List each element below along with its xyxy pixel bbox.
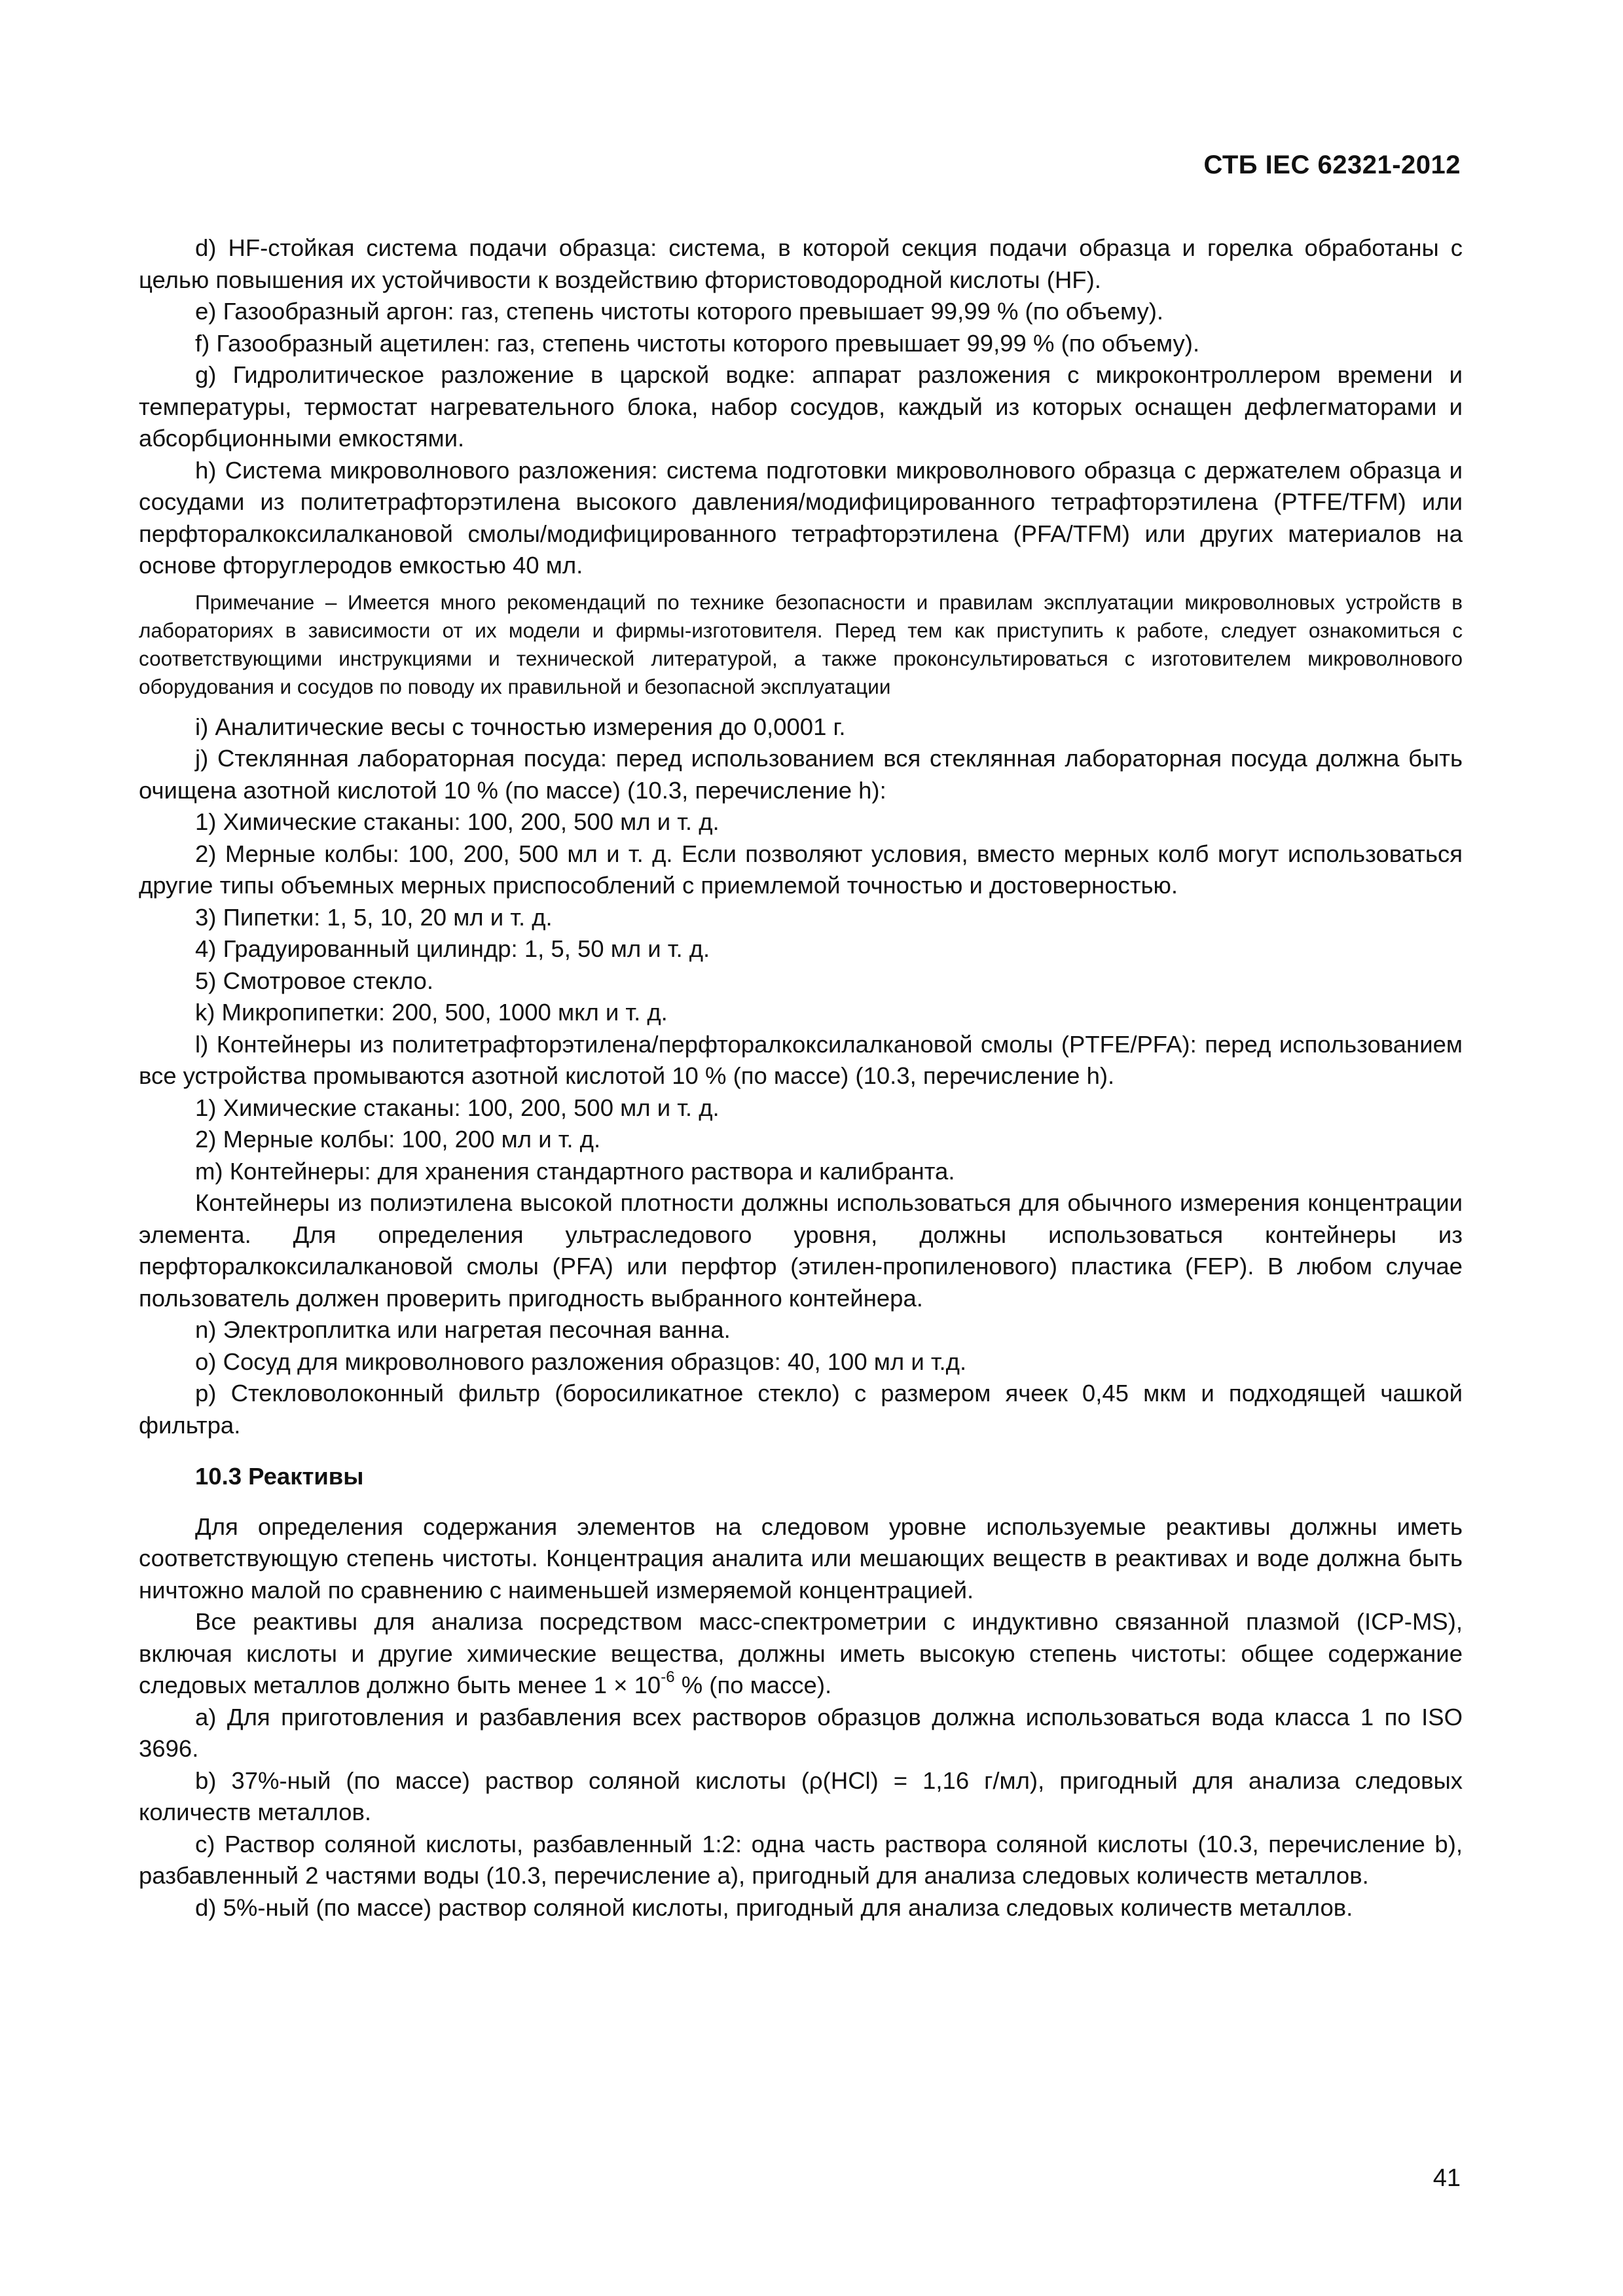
paragraph-h: h) Система микроволнового разложения: система подготовки микроволнового образца с держателем образца и сосудами из политетрафторэтилена высокого давления/модифицированного тетрафторэтилена (PTFE/TFM) или перфторалкоксилалкановой смолы/модифицированного тетрафторэтилена (PFA/TFM) или других материалов на основе фторуглеродов емкостью 40 мл. <box>139 456 1463 579</box>
list-item: 5) Смотровое стекло. <box>195 967 433 994</box>
list-item: 1) Химические стаканы: 100, 200, 500 мл и т. д. <box>195 808 720 835</box>
paragraph-l: l) Контейнеры из политетрафторэтилена/перфторалкоксилалкановой смолы (PTFE/PFA): перед использованием все устройства промываются азотной кислотой 10 % (по массе) (10.3, перечисление h). <box>139 1030 1463 1089</box>
paragraph-f: f) Газообразный ацетилен: газ, степень чистоты которого превышает 99,99 % (по объему). <box>195 329 1200 357</box>
paragraph-j: j) Стеклянная лабораторная посуда: перед использованием вся стеклянная лабораторная посуда должна быть очищена азотной кислотой 10 % (по массе) (10.3, перечисление h): <box>139 745 1463 804</box>
paragraph-p: p) Стекловолоконный фильтр (боросиликатное стекло) с размером ячеек 0,45 мкм и подходящей чашкой фильтра. <box>139 1380 1463 1439</box>
document-header: СТБ IEC 62321-2012 <box>1203 151 1461 179</box>
paragraph-reagent-a: a) Для приготовления и разбавления всех растворов образцов должна использоваться вода класса 1 по ISO 3696. <box>139 1703 1463 1762</box>
paragraph-e: e) Газообразный аргон: газ, степень чистоты которого превышает 99,99 % (по объему). <box>195 298 1164 325</box>
paragraph-reagents-intro: Для определения содержания элементов на следовом уровне используемые реактивы должны иметь соответствующую степень чистоты. Концентрация аналита или мешающих веществ в реактивах и воде должна быть ничтожно малой по сравнению с наименьшей измеряемой концентрацией. <box>139 1513 1463 1604</box>
paragraph-k: k) Микропипетки: 200, 500, 1000 мкл и т. д. <box>195 999 668 1026</box>
document-body <box>139 232 1463 1924</box>
paragraph-n: n) Электроплитка или нагретая песочная ванна. <box>195 1316 731 1343</box>
paragraph-i: i) Аналитические весы с точностью измерения до 0,0001 г. <box>195 713 846 740</box>
paragraph-m: m) Контейнеры: для хранения стандартного раствора и калибранта. <box>195 1157 955 1185</box>
purity-text: Все реактивы для анализа посредством масс-спектрометрии с индуктивно связанной плазмой (ICP-MS), включая кислоты и другие химические вещества, должны иметь высокую степень чистоты: общее содержание следовых металлов должно быть менее 1 × 10 <box>139 1608 1463 1698</box>
page-number: 41 <box>1432 2164 1461 2192</box>
paragraph-reagent-d: d) 5%-ный (по массе) раствор соляной кислоты, пригодный для анализа следовых количеств металлов. <box>195 1893 1353 1921</box>
list-item: 4) Градуированный цилиндр: 1, 5, 50 мл и т. д. <box>195 935 710 962</box>
list-item: 2) Мерные колбы: 100, 200, 500 мл и т. д. Если позволяют условия, вместо мерных колб могут использоваться другие типы объемных мерных приспособлений с приемлемой точностью и достоверностью. <box>139 840 1463 899</box>
list-item: 2) Мерные колбы: 100, 200 мл и т. д. <box>195 1126 601 1153</box>
purity-text-end: % (по массе). <box>674 1672 832 1698</box>
list-item: 3) Пипетки: 1, 5, 10, 20 мл и т. д. <box>195 903 553 931</box>
list-item: 1) Химические стаканы: 100, 200, 500 мл и т. д. <box>195 1094 720 1121</box>
safety-note: Примечание – Имеется много рекомендаций по технике безопасности и правилам эксплуатации микроволновых устройств в лабораториях в зависимости от их модели и фирмы-изготовителя. Перед тем как приступить к работе, следует ознакомиться с соответствующими инструкциями и технической литературой, а также проконсультироваться с изготовителем микроволнового оборудования и сосудов по поводу их правильной и безопасной эксплуатации <box>139 590 1463 698</box>
paragraph-g: g) Гидролитическое разложение в царской водке: аппарат разложения с микроконтроллером времени и температуры, термостат нагревательного блока, набор сосудов, каждый из которых оснащен дефлегматорами и абсорбционными емкостями. <box>139 361 1463 452</box>
paragraph-containers: Контейнеры из полиэтилена высокой плотности должны использоваться для обычного измерения концентрации элемента. Для определения ультраследового уровня, должны использоваться контейнеры из перфторалкоксилалкановой смолы (PFA) или перфтор (этилен-пропиленового) пластика (FEP). В любом случае пользователь должен проверить пригодность выбранного контейнера. <box>139 1189 1463 1312</box>
paragraph-reagent-c: c) Раствор соляной кислоты, разбавленный 1:2: одна часть раствора соляной кислоты (10.3, перечисление b), разбавленный 2 частями воды (10.3, перечисление a), пригодный для анализа следовых количеств металлов. <box>139 1830 1463 1889</box>
paragraph-reagent-b: b) 37%-ный (по массе) раствор соляной кислоты (ρ(HCl) = 1,16 г/мл), пригодный для анализа следовых количеств металлов. <box>139 1767 1463 1825</box>
exponent: -6 <box>661 1668 675 1686</box>
paragraph-reagents-purity <box>139 1606 1463 1702</box>
section-title: 10.3 Реактивы <box>195 1463 364 1490</box>
paragraph-d: d) HF-стойкая система подачи образца: система, в которой секция подачи образца и горелка обработаны с целью повышения их устойчивости к воздействию фтористоводородной кислоты (HF). <box>139 234 1463 293</box>
paragraph-o: o) Сосуд для микроволнового разложения образцов: 40, 100 мл и т.д. <box>195 1348 967 1375</box>
